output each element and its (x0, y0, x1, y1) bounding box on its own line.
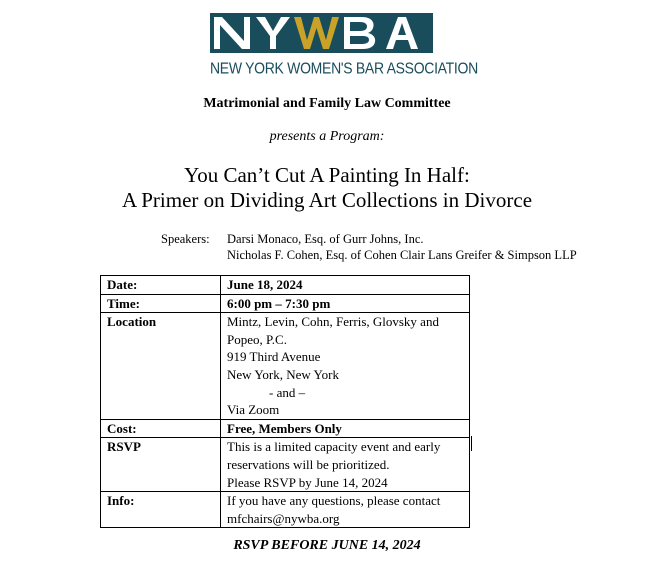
table-row-cost (101, 419, 470, 438)
date-label: Date: (101, 276, 221, 295)
rsvp-line: Please RSVP by June 14, 2024 (227, 474, 388, 490)
date-value: June 18, 2024 (221, 276, 470, 295)
presents-line: presents a Program: (269, 129, 385, 144)
location-line: Mintz, Levin, Cohn, Ferris, Glovsky and (227, 314, 439, 330)
location-value (221, 313, 470, 420)
text-cursor (471, 436, 472, 451)
cost-value: Free, Members Only (221, 419, 470, 438)
location-line: Popeo, P.C. (227, 331, 287, 347)
rsvp-label: RSVP (101, 438, 221, 492)
program-title-line-1: You Can’t Cut A Painting In Half: (184, 163, 470, 187)
program-title-line-2: A Primer on Dividing Art Collections in Divorce (121, 188, 533, 212)
event-details-table (100, 275, 470, 528)
location-line: - and – (269, 384, 306, 400)
nywba-logo-lettering (210, 13, 433, 53)
location-line: 919 Third Avenue (227, 349, 321, 365)
rsvp-deadline-footer: RSVP BEFORE JUNE 14, 2024 (233, 538, 421, 553)
committee-name: Matrimonial and Family Law Committee (203, 96, 451, 111)
info-line: If you have any questions, please contact (227, 493, 441, 509)
info-label: Info: (101, 492, 221, 528)
program-title (0, 163, 654, 213)
speaker-1: Darsi Monaco, Esq. of Gurr Johns, Inc. (227, 232, 424, 246)
location-label: Location (101, 313, 221, 420)
speaker-2: Nicholas F. Cohen, Esq. of Cohen Clair Lans Greifer & Simpson LLP (227, 248, 577, 262)
speakers-label: Speakers: (161, 232, 210, 246)
location-line: New York, New York (227, 366, 339, 382)
rsvp-value (221, 438, 470, 492)
time-label: Time: (101, 294, 221, 313)
table-row-date (101, 276, 470, 295)
nywba-logo (210, 13, 433, 53)
table-row-location (101, 313, 470, 420)
location-line: Via Zoom (227, 402, 280, 418)
speakers-names (227, 231, 577, 263)
logo-subtitle: NEW YORK WOMEN'S BAR ASSOCIATION (210, 59, 478, 77)
rsvp-line: This is a limited capacity event and early (227, 439, 441, 455)
info-value (221, 492, 470, 528)
time-value: 6:00 pm – 7:30 pm (221, 294, 470, 313)
table-row-rsvp (101, 438, 470, 492)
table-row-info (101, 492, 470, 528)
rsvp-line: reservations will be prioritized. (227, 456, 390, 472)
cost-label: Cost: (101, 419, 221, 438)
table-row-time (101, 294, 470, 313)
info-email: mfchairs@nywba.org (227, 510, 340, 526)
